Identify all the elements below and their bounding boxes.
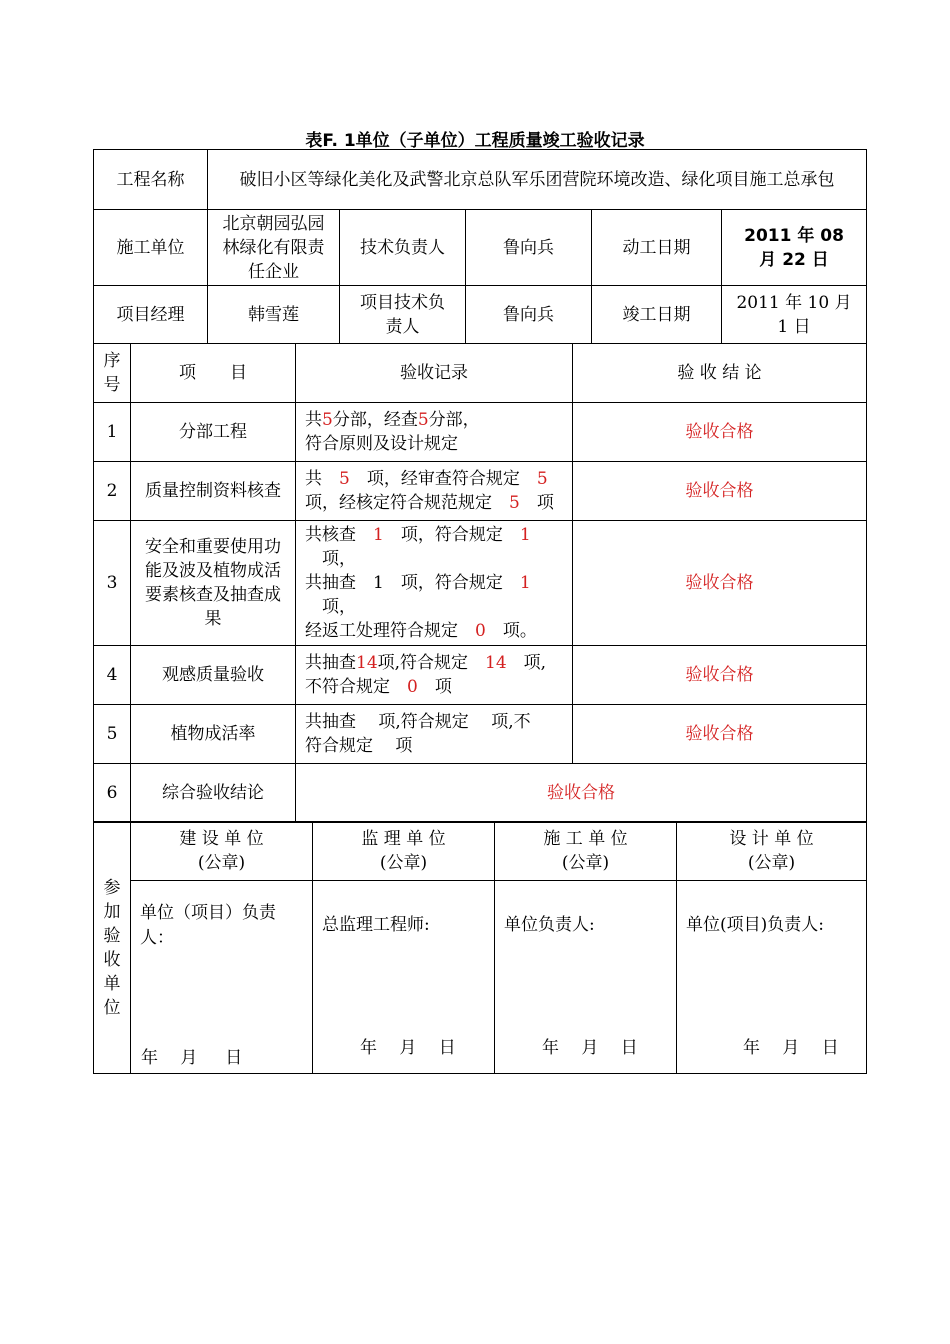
row-record: 共抽查 项,符合规定 项,不 符合规定 项 xyxy=(296,705,573,764)
header-table xyxy=(93,149,867,344)
row-seq: 1 xyxy=(94,403,131,462)
table-row xyxy=(94,705,867,764)
row-conclusion: 验收合格 xyxy=(573,705,867,764)
project-name-value: 破旧小区等绿化美化及武警北京总队军乐团营院环境改造、绿化项目施工总承包 xyxy=(208,150,867,210)
row-seq: 3 xyxy=(94,521,131,646)
project-tech-lead-value: 鲁向兵 xyxy=(466,286,592,344)
form-title: 表F. 1单位（子单位）工程质量竣工验收记录 xyxy=(305,131,645,151)
row-item: 观感质量验收 xyxy=(131,646,296,705)
row-seq: 6 xyxy=(94,764,131,823)
row-seq: 4 xyxy=(94,646,131,705)
col-record-header: 验收记录 xyxy=(296,344,573,403)
completion-date-value: 2011 年 10 月 1 日 xyxy=(722,286,867,344)
row-conclusion: 验收合格 xyxy=(573,646,867,705)
row-item: 安全和重要使用功能及波及植物成活要素核查及抽查成果 xyxy=(131,521,296,646)
row-item: 植物成活率 xyxy=(131,705,296,764)
items-table xyxy=(93,343,867,823)
signer-label: 单位(项目)负责人: xyxy=(686,915,824,935)
signer-label: 单位负责人: xyxy=(504,915,595,935)
date-label: 年 月 日 xyxy=(743,1038,839,1058)
participants-label: 参加验收单位 xyxy=(94,822,131,1074)
col-item-header: 项 目 xyxy=(131,344,296,403)
pm-label: 项目经理 xyxy=(94,286,208,344)
col-seq-header: 序号 xyxy=(94,344,131,403)
row-item: 质量控制资料核查 xyxy=(131,462,296,521)
row-conclusion: 验收合格 xyxy=(573,403,867,462)
row-conclusion: 验收合格 xyxy=(573,521,867,646)
unit-header: 施 工 单 位 (公章) xyxy=(495,822,677,881)
row-record: 共5分部，经查5分部， 符合原则及设计规定 xyxy=(296,403,573,462)
signature-cell xyxy=(495,881,677,1074)
row-conclusion: 验收合格 xyxy=(296,764,867,823)
start-date-label: 动工日期 xyxy=(592,210,722,286)
row-item: 综合验收结论 xyxy=(131,764,296,823)
date-label: 年 月 日 xyxy=(141,1048,243,1068)
row-record: 共核查 1 项，符合规定 1 项， 共抽查 1 项，符合规定 1 项， 经返工处理符合规定 0 项。 xyxy=(296,521,573,646)
signature-cell xyxy=(131,881,313,1074)
unit-header: 监 理 单 位 (公章) xyxy=(313,822,495,881)
unit-header: 建 设 单 位 (公章) xyxy=(131,822,313,881)
signer-label: 单位（项目）负责人： xyxy=(140,903,276,948)
completion-date-label: 竣工日期 xyxy=(592,286,722,344)
row-record: 共抽查14项,符合规定 14 项, 不符合规定 0 项 xyxy=(296,646,573,705)
pm-value: 韩雪莲 xyxy=(208,286,340,344)
signature-cell xyxy=(313,881,495,1074)
signer-label: 总监理工程师: xyxy=(322,915,430,935)
construction-unit-value: 北京朝园弘园林绿化有限责任企业 xyxy=(208,210,340,286)
table-row xyxy=(94,764,867,823)
participants-table xyxy=(93,821,867,1074)
table-row xyxy=(94,462,867,521)
table-row xyxy=(94,403,867,462)
construction-unit-label: 施工单位 xyxy=(94,210,208,286)
row-item: 分部工程 xyxy=(131,403,296,462)
date-label: 年 月 日 xyxy=(542,1038,638,1058)
date-label: 年 月 日 xyxy=(360,1038,456,1058)
project-name-label: 工程名称 xyxy=(94,150,208,210)
project-tech-lead-label: 项目技术负责人 xyxy=(340,286,466,344)
row-record: 共 5 项，经审查符合规定 5 项，经核定符合规范规定 5 项 xyxy=(296,462,573,521)
tech-lead-label: 技术负责人 xyxy=(340,210,466,286)
unit-header: 设 计 单 位 (公章) xyxy=(677,822,867,881)
col-conclusion-header: 验 收 结 论 xyxy=(573,344,867,403)
start-date-value: 2011 年 08 月 22 日 xyxy=(722,210,867,286)
signature-cell xyxy=(677,881,867,1074)
row-seq: 2 xyxy=(94,462,131,521)
table-row xyxy=(94,646,867,705)
tech-lead-value: 鲁向兵 xyxy=(466,210,592,286)
row-conclusion: 验收合格 xyxy=(573,462,867,521)
row-seq: 5 xyxy=(94,705,131,764)
table-row xyxy=(94,521,867,646)
